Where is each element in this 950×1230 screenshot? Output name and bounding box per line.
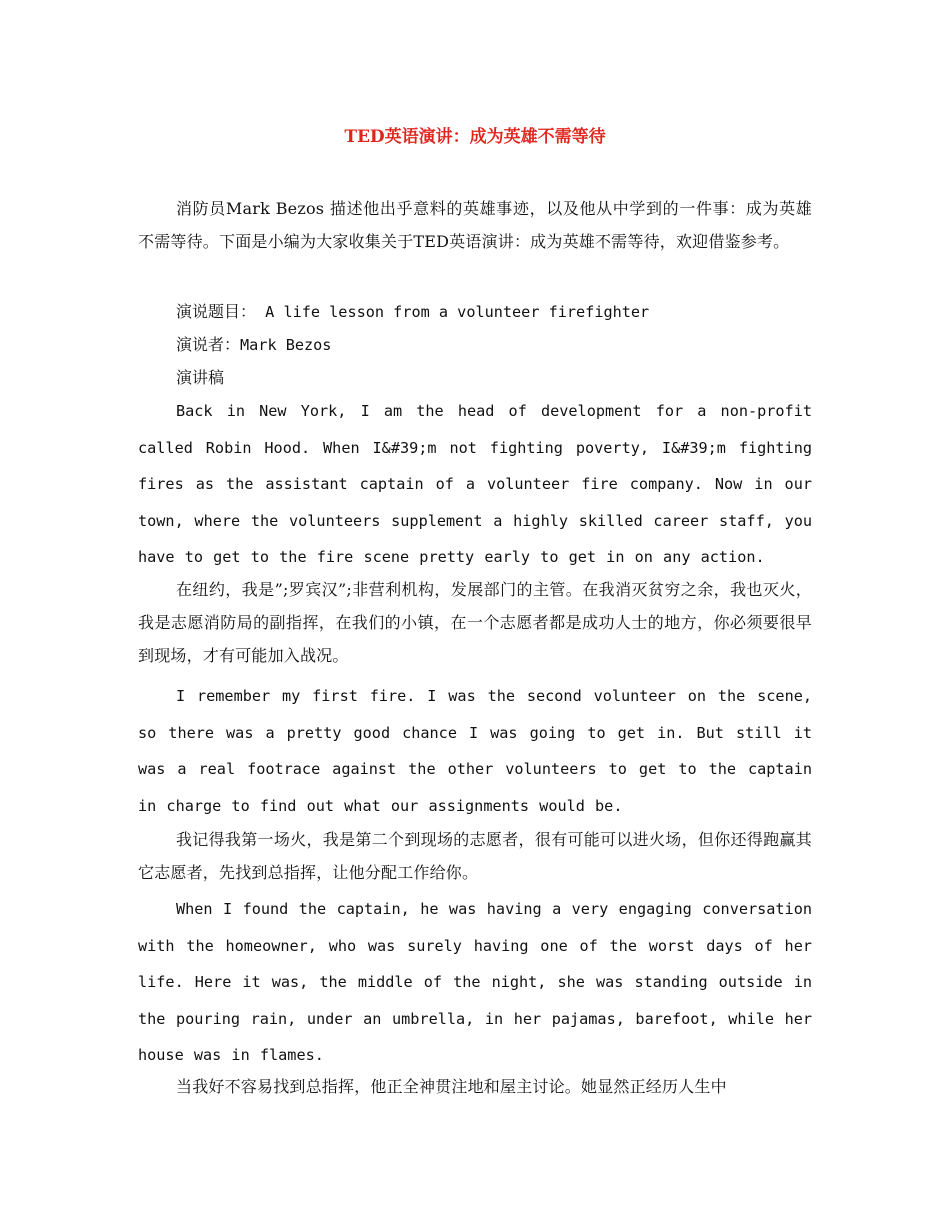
speech-title-label: 演说题目： [176, 302, 257, 321]
paragraph-zh-2: 我记得我第一场火，我是第二个到现场的志愿者，很有可能可以进火场，但你还得跑赢其它志愿者，先找到总指挥，让他分配工作给你。 [138, 830, 812, 882]
paragraph-zh-3: 当我好不容易找到总指挥，他正全神贯注地和屋主讨论。她显然正经历人生中 [176, 1077, 727, 1096]
paragraph-en-2: I remember my first fire. I was the second volunteer on the scene, so there was a pretty good chance I was going to get in. But still it was a real footrace against the other volunteers to get to the captain in charge to find out what our assignments would be. [138, 687, 812, 815]
transcript-label: 演讲稿 [176, 368, 225, 387]
document-title: TED英语演讲：成为英雄不需等待 [344, 127, 606, 147]
speaker-label: 演说者： [176, 335, 241, 354]
speech-title-value: A life lesson from a volunteer firefighter [256, 303, 650, 321]
document-page [138, 0, 812, 1230]
paragraph-en-3: When I found the captain, he was having a very engaging conversation with the homeowner, who was surely having one of the worst days of her life. Here it was, the middle of the night, she was standing outside in the pouring rain, under an umbrella, in her pajamas, barefoot, while her house was in flames. [138, 900, 812, 1064]
speaker-value: Mark Bezos [240, 336, 332, 354]
speaker-line [138, 328, 812, 362]
speech-title-line [138, 295, 812, 329]
paragraph-zh-1: 在纽约，我是”;罗宾汉”;非营利机构，发展部门的主管。在我消灭贫穷之余，我也灭火，我是志愿消防局的副指挥，在我们的小镇，在一个志愿者都是成功人士的地方，你必须要很早到现场，才有可能加入战况。 [138, 580, 812, 665]
paragraph-en-1: Back in New York, I am the head of development for a non-profit called Robin Hood. When I&#39;m not fighting poverty, I&#39;m fighting fires as the assistant captain of a volunteer fire company. Now in our town, where the volunteers supplement a highly skilled career staff, you have to get to the fire scene pretty early to get in on any action. [138, 402, 812, 566]
intro-paragraph: 消防员Mark Bezos 描述他出乎意料的英雄事迹，以及他从中学到的一件事：成为英雄不需等待。下面是小编为大家收集关于TED英语演讲：成为英雄不需等待，欢迎借鉴参考。 [138, 199, 812, 251]
